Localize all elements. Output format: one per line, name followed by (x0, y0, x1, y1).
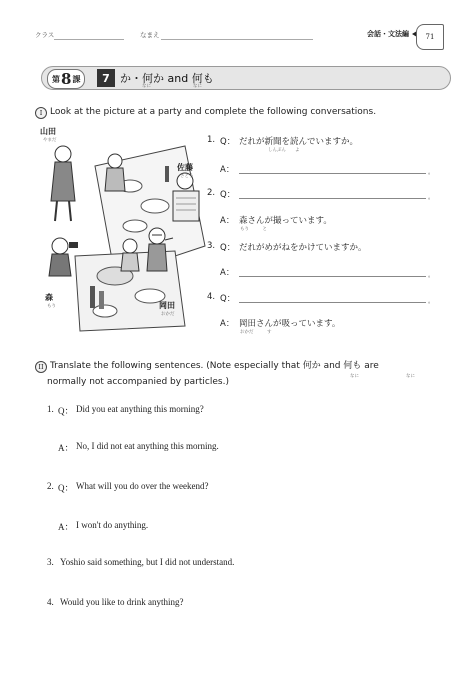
character-furigana: やまだ (43, 138, 57, 143)
lesson-prefix: 第 (52, 74, 60, 84)
question-blank-line[interactable] (239, 302, 426, 303)
question-label: Q： (220, 243, 236, 253)
question-text: だれがめがねをかけていますか。 (239, 243, 367, 253)
answer-label: A： (220, 319, 235, 329)
character-name-mori: 森 (45, 293, 53, 302)
sentence-text: Would you like to drink anything? (60, 597, 184, 607)
furigana: しんぶん よ (268, 148, 300, 153)
question-text: What will you do over the weekend? (76, 481, 209, 491)
character-name-okada: 岡田 (159, 301, 175, 310)
instruction-text: Look at the picture at a party and complete the following conversations. (50, 107, 377, 117)
question-blank-line[interactable] (239, 198, 426, 199)
character-furigana: もり (47, 304, 56, 309)
section-2-instruction (35, 360, 379, 373)
answer-text: I won't do anything. (76, 520, 149, 530)
name-label: なまえ (140, 31, 160, 39)
answer-blank-line[interactable] (239, 276, 426, 277)
answer-blank-line[interactable] (239, 173, 426, 174)
item-number: 3. (47, 557, 54, 567)
lesson-title-bar (41, 66, 451, 90)
answer-text: 森さんが撮っています。 (239, 216, 332, 226)
name-field-line (161, 39, 313, 40)
furigana: おかだ す (240, 330, 272, 335)
question-text: だれが新聞を読んでいますか。 (239, 137, 359, 147)
question-label: Q： (220, 190, 236, 200)
page-number: 71 (416, 24, 444, 50)
question-label: Q： (58, 406, 74, 416)
furigana: なに (406, 374, 415, 379)
item-number-badge: 7 (97, 69, 115, 87)
question-label: Q： (220, 137, 236, 147)
furigana: なに (193, 84, 202, 89)
lesson-title: か・何か and 何も (120, 72, 214, 85)
item-number: 4. (207, 292, 216, 302)
period: 。 (428, 169, 435, 176)
item-number: 1. (207, 135, 216, 145)
answer-label: A： (58, 522, 74, 532)
answer-label: A： (58, 443, 74, 453)
sentence-text: Yoshio said something, but I did not understand. (60, 557, 235, 567)
item-number: 2. (47, 481, 54, 491)
period: 。 (428, 298, 435, 305)
furigana: もり と (240, 227, 267, 232)
workbook-page (8, 8, 466, 678)
furigana: なに (350, 374, 359, 379)
section-marker: II (35, 361, 47, 373)
period: 。 (428, 194, 435, 201)
section-marker: I (35, 107, 47, 119)
section-title (367, 29, 417, 39)
party-scene-image (35, 126, 210, 336)
furigana: なに (142, 84, 151, 89)
class-field-line (54, 39, 124, 40)
answer-text: No, I did not eat anything this morning. (76, 441, 219, 451)
character-furigana: さとう (180, 174, 194, 179)
lesson-badge (47, 69, 85, 89)
item-number: 1. (47, 404, 54, 414)
answer-text: 岡田さんが吸っています。 (239, 319, 341, 329)
period: 。 (428, 272, 435, 279)
answer-label: A： (220, 165, 235, 175)
character-name-sato: 佐藤 (177, 163, 193, 172)
item-number: 3. (207, 241, 216, 251)
section-title-text: 会話・文法編 (367, 30, 409, 38)
section-2-instruction-line2: normally not accompanied by particles.) (47, 377, 229, 387)
question-text: Did you eat anything this morning? (76, 404, 204, 414)
answer-label: A： (220, 268, 235, 278)
character-furigana: おかだ (161, 312, 175, 317)
answer-label: A： (220, 216, 235, 226)
section-1-instruction (35, 106, 376, 119)
item-number: 4. (47, 597, 54, 607)
character-name-yamada: 山田 (40, 127, 56, 136)
lesson-number: 8 (61, 69, 72, 88)
instruction-text: Translate the following sentences. (Note especially that 何か and 何も are (50, 361, 379, 371)
item-number: 2. (207, 188, 216, 198)
lesson-suffix: 課 (72, 74, 81, 84)
question-label: Q： (220, 294, 236, 304)
question-label: Q： (58, 483, 74, 493)
party-illustration (35, 126, 210, 336)
class-label: クラス (35, 31, 55, 39)
